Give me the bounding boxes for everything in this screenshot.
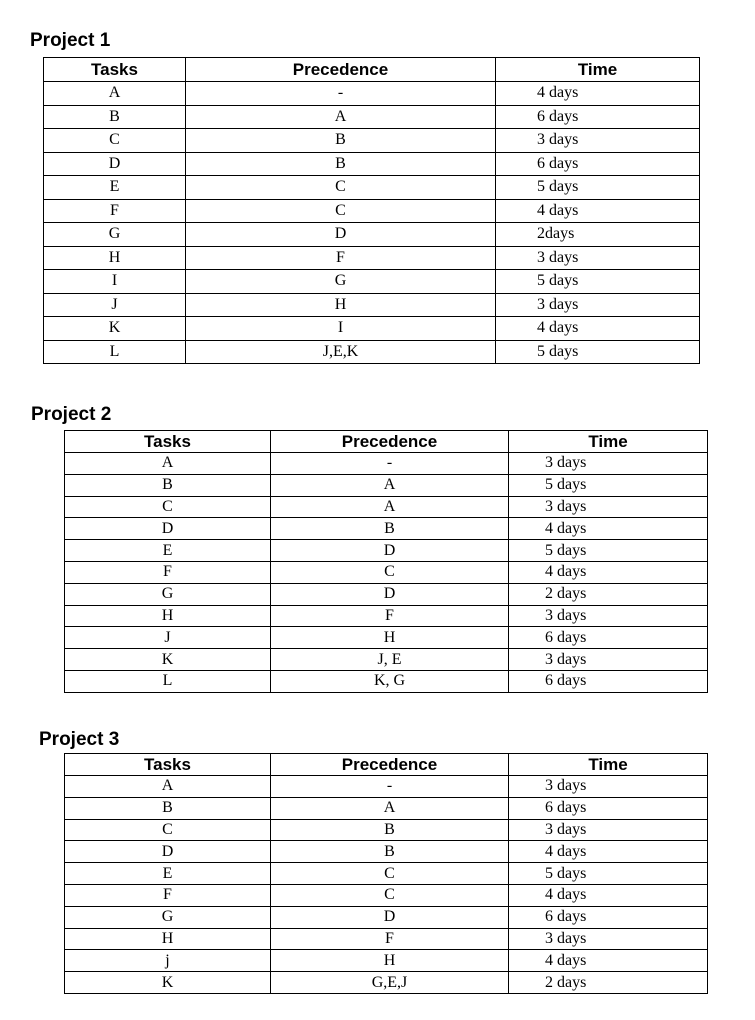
table-row — [44, 129, 700, 153]
time-cell: 5 days — [509, 474, 708, 496]
task-cell: H — [65, 928, 271, 950]
task-cell: E — [65, 540, 271, 562]
task-cell: G — [65, 583, 271, 605]
table-row — [65, 496, 708, 518]
task-cell: J — [44, 293, 186, 317]
project-1-table — [43, 57, 700, 364]
task-cell: D — [44, 152, 186, 176]
precedence-cell: K, G — [271, 670, 509, 692]
tasks-header: Tasks — [65, 754, 271, 776]
time-cell: 3 days — [509, 776, 708, 798]
table-row — [65, 605, 708, 627]
table-row — [65, 583, 708, 605]
task-cell: D — [65, 518, 271, 540]
table-row — [44, 176, 700, 200]
table-row — [65, 928, 708, 950]
time-cell: 3 days — [496, 293, 700, 317]
precedence-cell: C — [186, 176, 496, 200]
precedence-cell: B — [186, 129, 496, 153]
task-cell: I — [44, 270, 186, 294]
precedence-cell: J, E — [271, 649, 509, 671]
table-row — [65, 649, 708, 671]
table-header-row — [44, 58, 700, 82]
task-cell: F — [65, 561, 271, 583]
table-row — [65, 670, 708, 692]
table-row — [65, 776, 708, 798]
time-cell: 3 days — [509, 819, 708, 841]
time-header: Time — [496, 58, 700, 82]
table-row — [65, 884, 708, 906]
table-row — [44, 199, 700, 223]
time-header: Time — [509, 754, 708, 776]
project-1-title: Project 1 — [30, 30, 111, 51]
task-cell: K — [44, 317, 186, 341]
task-cell: K — [65, 972, 271, 994]
time-cell: 4 days — [509, 841, 708, 863]
time-cell: 4 days — [496, 82, 700, 106]
table-row — [44, 340, 700, 364]
table-row — [44, 82, 700, 106]
precedence-cell: F — [271, 605, 509, 627]
table-row — [65, 518, 708, 540]
time-cell: 4 days — [509, 561, 708, 583]
precedence-cell: G — [186, 270, 496, 294]
precedence-cell: B — [271, 819, 509, 841]
task-cell: A — [65, 453, 271, 475]
task-cell: C — [65, 496, 271, 518]
time-cell: 5 days — [496, 270, 700, 294]
table-row — [44, 270, 700, 294]
precedence-cell: B — [271, 518, 509, 540]
time-cell: 4 days — [496, 199, 700, 223]
table-row — [44, 293, 700, 317]
precedence-cell: C — [271, 863, 509, 885]
precedence-cell: B — [186, 152, 496, 176]
project-3-title: Project 3 — [39, 729, 120, 750]
task-cell: A — [65, 776, 271, 798]
table-row — [65, 906, 708, 928]
table-row — [65, 819, 708, 841]
precedence-cell: D — [186, 223, 496, 247]
task-cell: B — [44, 105, 186, 129]
time-cell: 5 days — [509, 540, 708, 562]
precedence-cell: I — [186, 317, 496, 341]
task-cell: C — [44, 129, 186, 153]
task-cell: D — [65, 841, 271, 863]
precedence-cell: A — [186, 105, 496, 129]
table-row — [65, 841, 708, 863]
precedence-cell: A — [271, 496, 509, 518]
task-cell: H — [65, 605, 271, 627]
precedence-cell: G,E,J — [271, 972, 509, 994]
tasks-header: Tasks — [65, 431, 271, 453]
time-cell: 3 days — [509, 496, 708, 518]
task-cell: F — [65, 884, 271, 906]
task-cell: G — [65, 906, 271, 928]
time-cell: 5 days — [496, 176, 700, 200]
task-cell: L — [44, 340, 186, 364]
precedence-cell: A — [271, 474, 509, 496]
task-cell: j — [65, 950, 271, 972]
time-cell: 2 days — [509, 972, 708, 994]
table-row — [65, 453, 708, 475]
precedence-cell: B — [271, 841, 509, 863]
table-row — [65, 950, 708, 972]
table-row — [65, 627, 708, 649]
table-row — [65, 561, 708, 583]
table-header-row — [65, 431, 708, 453]
task-cell: A — [44, 82, 186, 106]
task-cell: E — [44, 176, 186, 200]
table-row — [65, 540, 708, 562]
task-cell: H — [44, 246, 186, 270]
table-row — [44, 317, 700, 341]
project-2-table — [64, 430, 708, 693]
precedence-header: Precedence — [271, 754, 509, 776]
precedence-header: Precedence — [271, 431, 509, 453]
precedence-cell: A — [271, 797, 509, 819]
time-cell: 6 days — [496, 105, 700, 129]
precedence-cell: - — [271, 453, 509, 475]
precedence-cell: J,E,K — [186, 340, 496, 364]
precedence-cell: F — [186, 246, 496, 270]
precedence-cell: H — [271, 950, 509, 972]
task-cell: J — [65, 627, 271, 649]
task-cell: E — [65, 863, 271, 885]
table-row — [44, 152, 700, 176]
time-cell: 5 days — [509, 863, 708, 885]
time-cell: 6 days — [509, 906, 708, 928]
precedence-cell: C — [271, 884, 509, 906]
task-cell: C — [65, 819, 271, 841]
time-cell: 4 days — [509, 518, 708, 540]
precedence-cell: C — [271, 561, 509, 583]
time-cell: 3 days — [509, 453, 708, 475]
table-row — [44, 223, 700, 247]
precedence-cell: - — [186, 82, 496, 106]
precedence-cell: H — [186, 293, 496, 317]
task-cell: B — [65, 797, 271, 819]
time-cell: 6 days — [509, 797, 708, 819]
precedence-cell: D — [271, 540, 509, 562]
time-cell: 4 days — [509, 884, 708, 906]
table-row — [65, 797, 708, 819]
precedence-cell: C — [186, 199, 496, 223]
time-cell: 3 days — [509, 928, 708, 950]
task-cell: F — [44, 199, 186, 223]
task-cell: B — [65, 474, 271, 496]
precedence-cell: H — [271, 627, 509, 649]
table-row — [44, 105, 700, 129]
time-cell: 3 days — [509, 605, 708, 627]
table-header-row — [65, 754, 708, 776]
table-row — [65, 863, 708, 885]
table-row — [65, 474, 708, 496]
precedence-cell: F — [271, 928, 509, 950]
time-cell: 6 days — [509, 670, 708, 692]
tasks-header: Tasks — [44, 58, 186, 82]
task-cell: G — [44, 223, 186, 247]
time-cell: 6 days — [509, 627, 708, 649]
precedence-cell: - — [271, 776, 509, 798]
project-3-table — [64, 753, 708, 994]
precedence-header: Precedence — [186, 58, 496, 82]
table-row — [44, 246, 700, 270]
time-cell: 5 days — [496, 340, 700, 364]
precedence-cell: D — [271, 906, 509, 928]
table-row — [65, 972, 708, 994]
task-cell: L — [65, 670, 271, 692]
time-cell: 2days — [496, 223, 700, 247]
project-2-title: Project 2 — [31, 404, 112, 425]
task-cell: K — [65, 649, 271, 671]
time-cell: 4 days — [509, 950, 708, 972]
time-cell: 3 days — [496, 246, 700, 270]
precedence-cell: D — [271, 583, 509, 605]
time-cell: 3 days — [496, 129, 700, 153]
time-cell: 6 days — [496, 152, 700, 176]
time-cell: 3 days — [509, 649, 708, 671]
time-header: Time — [509, 431, 708, 453]
time-cell: 4 days — [496, 317, 700, 341]
time-cell: 2 days — [509, 583, 708, 605]
